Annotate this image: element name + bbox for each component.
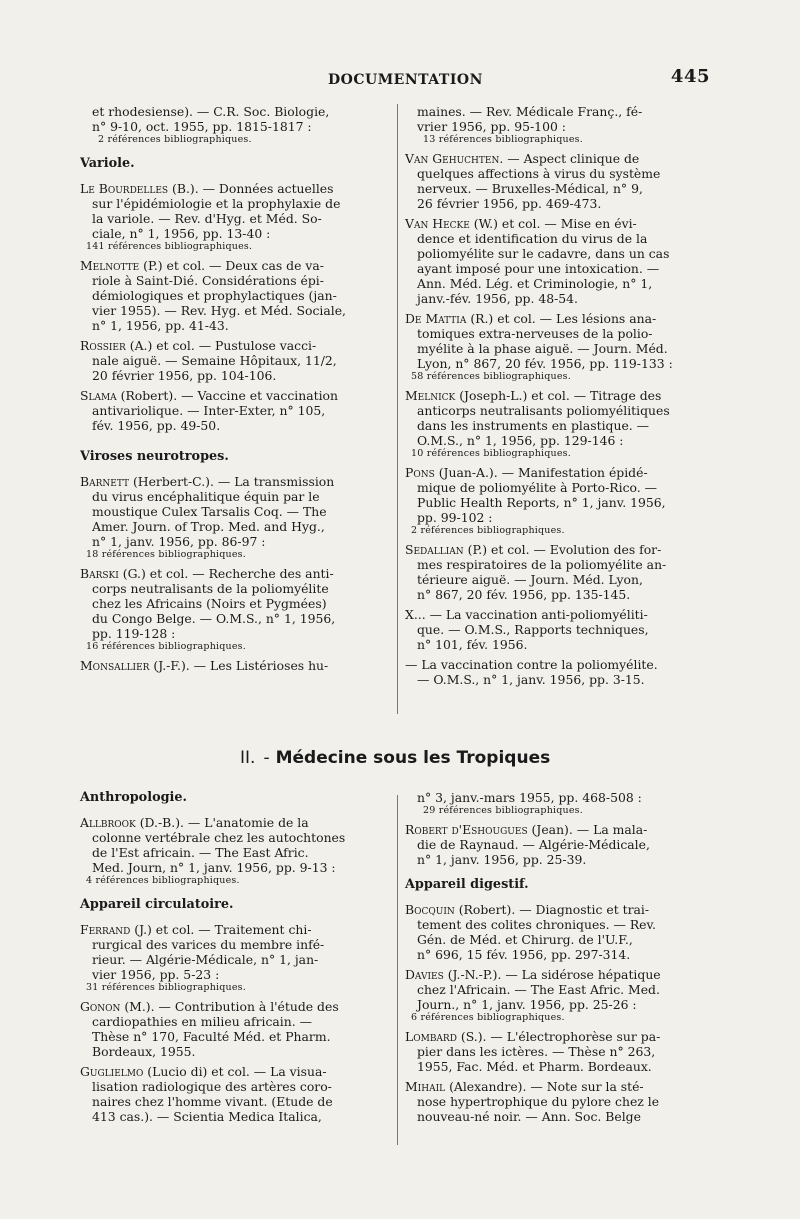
- entry-text: nale aiguë. — Semaine Hôpitaux, 11/2,: [92, 353, 337, 368]
- entry-text: rieur. — Algérie-Médicale, n° 1, jan-: [92, 952, 319, 967]
- entry-text: n° 696, 15 fév. 1956, pp. 297-314.: [417, 947, 631, 962]
- entry-text: dans les instruments en plastique. —: [417, 418, 650, 433]
- entry-text: moustique Culex Tarsalis Coq. — The: [92, 504, 327, 519]
- author-name: Sedallian: [405, 542, 464, 557]
- top-left-column: [80, 104, 380, 678]
- author-name: Rossier: [80, 338, 126, 353]
- entry-text: n° 101, fév. 1956.: [417, 637, 528, 652]
- entry-text: — La vaccination contre la poliomyélite.: [405, 657, 658, 672]
- entry-text: naires chez l'homme vivant. (Etude de: [92, 1094, 333, 1109]
- part-number: II.: [240, 748, 256, 768]
- entry-text: vier 1955). — Rev. Hyg. et Méd. Sociale,: [92, 303, 346, 318]
- author-name: Pons: [405, 465, 435, 480]
- entry-text: Bordeaux, 1955.: [92, 1044, 196, 1059]
- entry-text: n° 1, 1956, pp. 41-43.: [92, 318, 229, 333]
- entry-text: Journ., n° 1, janv. 1956, pp. 25-26 :: [417, 997, 637, 1012]
- bibliography-entry: [405, 657, 710, 687]
- page-number: 445: [670, 66, 710, 87]
- bibliography-entry: [80, 181, 380, 253]
- references-count: 2 références bibliographiques.: [98, 134, 252, 145]
- author-name: Allbrook: [80, 815, 136, 830]
- entry-text: colonne vertébrale chez les autochtones: [92, 830, 346, 845]
- entry-text: myélite à la phase aiguë. — Journ. Méd.: [417, 341, 668, 356]
- entry-text: (D.-B.). — L'anatomie de la: [135, 815, 309, 830]
- section-heading: Anthropologie.: [80, 790, 188, 805]
- column-divider-top: [397, 104, 398, 714]
- entry-text: rurgical des varices du membre infé-: [92, 937, 325, 952]
- author-name: Le Bourdelles: [80, 181, 169, 196]
- author-name: Van Gehuchten: [405, 151, 500, 166]
- entry-text: dence et identification du virus de la: [417, 231, 648, 246]
- entry-text: riole à Saint-Dié. Considérations épi-: [92, 273, 324, 288]
- column-divider-bottom: [397, 795, 398, 1145]
- entry-text: (Herbert-C.). — La transmission: [129, 474, 335, 489]
- bibliography-entry: [405, 388, 710, 460]
- entry-text: 20 février 1956, pp. 104-106.: [92, 368, 277, 383]
- bibliography-entry: [80, 566, 380, 653]
- references-count: 13 références bibliographiques.: [423, 134, 583, 145]
- entry-text: chez l'Africain. — The East Afric. Med.: [417, 982, 660, 997]
- entry-text: n° 9-10, oct. 1955, pp. 1815-1817 :: [92, 119, 312, 134]
- entry-text: Thèse n° 170, Faculté Méd. et Pharm.: [92, 1029, 331, 1044]
- entry-text: mes respiratoires de la poliomyélite an-: [417, 557, 667, 572]
- part-heading: [240, 748, 640, 768]
- entry-text: (G.) et col. — Recherche des anti-: [118, 566, 334, 581]
- bibliography-entry: [80, 258, 380, 333]
- entry-text: (J.-F.). — Les Listérioses hu-: [149, 658, 329, 673]
- references-count: 4 références bibliographiques.: [86, 875, 240, 886]
- author-name: Mihail: [405, 1079, 446, 1094]
- entry-text: et rhodesiense). — C.R. Soc. Biologie,: [92, 104, 330, 119]
- continued-entry: [80, 104, 380, 146]
- continued-entry: [405, 790, 710, 817]
- entry-text: n° 867, 20 fév. 1956, pp. 135-145.: [417, 587, 631, 602]
- author-name: Van Hecke: [405, 216, 470, 231]
- entry-text: vier 1956, pp. 5-23 :: [92, 967, 220, 982]
- references-count: 58 références bibliographiques.: [411, 371, 571, 382]
- entry-text: Amer. Journ. of Trop. Med. and Hyg.,: [92, 519, 325, 534]
- entry-text: pp. 119-128 :: [92, 626, 176, 641]
- entry-text: pp. 99-102 :: [417, 510, 493, 525]
- references-count: 31 références bibliographiques.: [86, 982, 246, 993]
- entry-text: Gén. de Méd. et Chirurg. de l'U.F.,: [417, 932, 633, 947]
- bibliography-entry: [80, 658, 380, 673]
- section-heading: Appareil circulatoire.: [80, 897, 234, 912]
- bibliography-entry: [405, 542, 710, 602]
- bibliography-entry: [80, 388, 380, 433]
- bibliography-entry: [405, 1029, 710, 1074]
- section-heading: Viroses neurotropes.: [80, 449, 229, 464]
- entry-text: de l'Est africain. — The East Afric.: [92, 845, 309, 860]
- author-name: De Mattia: [405, 311, 467, 326]
- top-right-column: [405, 104, 710, 692]
- bibliography-entry: [405, 465, 710, 537]
- entry-text: fév. 1956, pp. 49-50.: [92, 418, 221, 433]
- bibliography-entry: [405, 822, 710, 867]
- author-name: Lombard: [405, 1029, 457, 1044]
- author-name: Slama: [80, 388, 117, 403]
- section-heading: Appareil digestif.: [405, 877, 529, 892]
- entry-text: lisation radiologique des artères coro-: [92, 1079, 332, 1094]
- part-title: Médecine sous les Tropiques: [275, 748, 551, 768]
- entry-text: O.M.S., n° 1, 1956, pp. 129-146 :: [417, 433, 624, 448]
- author-name: Guglielmo: [80, 1064, 144, 1079]
- entry-text: maines. — Rev. Médicale Franç., fé-: [417, 104, 643, 119]
- entry-text: chez les Africains (Noirs et Pygmées): [92, 596, 327, 611]
- entry-text: janv.-fév. 1956, pp. 48-54.: [417, 291, 578, 306]
- entry-text: tomiques extra-nerveuses de la polio-: [417, 326, 653, 341]
- author-name: Barnett: [80, 474, 129, 489]
- entry-text: (J.-N.-P.). — La sidérose hépatique: [443, 967, 661, 982]
- entry-text: — O.M.S., n° 1, janv. 1956, pp. 3-15.: [417, 672, 645, 687]
- part-dash: -: [263, 748, 270, 768]
- bibliography-entry: [405, 607, 710, 652]
- bibliography-entry: [80, 1064, 380, 1124]
- section-heading: Variole.: [80, 156, 135, 171]
- bottom-right-column: [405, 790, 710, 1129]
- continued-entry: [405, 104, 710, 146]
- bibliography-entry: [405, 967, 710, 1024]
- entry-text: 26 février 1956, pp. 469-473.: [417, 196, 602, 211]
- entry-text: (M.). — Contribution à l'étude des: [120, 999, 339, 1014]
- entry-text: antivariolique. — Inter-Exter, n° 105,: [92, 403, 326, 418]
- entry-text: nose hypertrophique du pylore chez le: [417, 1094, 660, 1109]
- entry-text: ayant imposé pour une intoxication. —: [417, 261, 660, 276]
- entry-text: (Jean). — La mala-: [527, 822, 648, 837]
- entry-text: (Robert). — Diagnostic et trai-: [454, 902, 650, 917]
- bibliography-entry: [80, 338, 380, 383]
- entry-text: (Robert). — Vaccine et vaccination: [116, 388, 338, 403]
- bibliography-entry: [80, 815, 380, 887]
- references-count: 29 références bibliographiques.: [423, 805, 583, 816]
- bibliography-entry: [405, 216, 710, 306]
- author-name: Ferrand: [80, 922, 131, 937]
- bibliography-entry: [80, 922, 380, 994]
- references-count: 10 références bibliographiques.: [411, 448, 571, 459]
- entry-text: (W.) et col. — Mise en évi-: [469, 216, 637, 231]
- references-count: 6 références bibliographiques.: [411, 1012, 565, 1023]
- entry-text: (J.) et col. — Traitement chi-: [130, 922, 312, 937]
- entry-text: Ann. Méd. Lég. et Criminologie, n° 1,: [417, 276, 653, 291]
- entry-text: (B.). — Données actuelles: [168, 181, 334, 196]
- bibliography-entry: [405, 902, 710, 962]
- entry-text: (R.) et col. — Les lésions ana-: [466, 311, 657, 326]
- entry-text: cardiopathies en milieu africain. —: [92, 1014, 313, 1029]
- bibliography-entry: [405, 311, 710, 383]
- entry-text: quelques affections à virus du système: [417, 166, 661, 181]
- author-name: Barski: [80, 566, 119, 581]
- references-count: 18 références bibliographiques.: [86, 549, 246, 560]
- entry-text: 413 cas.). — Scientia Medica Italica,: [92, 1109, 322, 1124]
- entry-text: nouveau-né noir. — Ann. Soc. Belge: [417, 1109, 641, 1124]
- entry-text: . — Aspect clinique de: [499, 151, 640, 166]
- bibliography-entry: [80, 474, 380, 561]
- entry-text: démiologiques et prophylactiques (jan-: [92, 288, 337, 303]
- bottom-left-column: [80, 790, 380, 1129]
- entry-text: (Lucio di) et col. — La visua-: [143, 1064, 327, 1079]
- entry-text: (A.) et col. — Pustulose vacci-: [125, 338, 317, 353]
- entry-text: corps neutralisants de la poliomyélite: [92, 581, 329, 596]
- entry-text: Med. Journ, n° 1, janv. 1956, pp. 9-13 :: [92, 860, 336, 875]
- author-name: Davies: [405, 967, 444, 982]
- entry-text: anticorps neutralisants poliomyélitiques: [417, 403, 670, 418]
- entry-text: que. — O.M.S., Rapports techniques,: [417, 622, 649, 637]
- bibliography-entry: [80, 999, 380, 1059]
- entry-text: n° 3, janv.-mars 1955, pp. 468-508 :: [417, 790, 642, 805]
- references-count: 16 références bibliographiques.: [86, 641, 246, 652]
- author-name: Melnotte: [80, 258, 140, 273]
- bibliography-entry: [405, 151, 710, 211]
- entry-text: (P.) et col. — Deux cas de va-: [139, 258, 324, 273]
- entry-text: 1955, Fac. Méd. et Pharm. Bordeaux.: [417, 1059, 652, 1074]
- entry-text: n° 1, janv. 1956, pp. 86-97 :: [92, 534, 266, 549]
- references-count: 2 références bibliographiques.: [411, 525, 565, 536]
- author-name: Bocquin: [405, 902, 455, 917]
- entry-text: nerveux. — Bruxelles-Médical, n° 9,: [417, 181, 643, 196]
- entry-text: térieure aiguë. — Journ. Méd. Lyon,: [417, 572, 643, 587]
- running-title: DOCUMENTATION: [328, 72, 483, 88]
- entry-text: (P.) et col. — Evolution des for-: [463, 542, 662, 557]
- entry-text: (S.). — L'électrophorèse sur pa-: [456, 1029, 661, 1044]
- entry-text: Public Health Reports, n° 1, janv. 1956,: [417, 495, 666, 510]
- bibliography-entry: [405, 1079, 710, 1124]
- entry-text: la variole. — Rev. d'Hyg. et Méd. So-: [92, 211, 322, 226]
- references-count: 141 références bibliographiques.: [86, 241, 253, 252]
- entry-text: vrier 1956, pp. 95-100 :: [417, 119, 566, 134]
- entry-text: ciale, n° 1, 1956, pp. 13-40 :: [92, 226, 271, 241]
- entry-text: (Juan-A.). — Manifestation épidé-: [434, 465, 648, 480]
- entry-text: tement des colites chroniques. — Rev.: [417, 917, 656, 932]
- entry-text: X... — La vaccination anti-poliomyéliti-: [405, 607, 648, 622]
- entry-text: pier dans les ictères. — Thèse n° 263,: [417, 1044, 656, 1059]
- author-name: Melnick: [405, 388, 456, 403]
- entry-text: n° 1, janv. 1956, pp. 25-39.: [417, 852, 587, 867]
- entry-text: sur l'épidémiologie et la prophylaxie de: [92, 196, 341, 211]
- entry-text: poliomyélite sur le cadavre, dans un cas: [417, 246, 670, 261]
- entry-text: du Congo Belge. — O.M.S., n° 1, 1956,: [92, 611, 336, 626]
- entry-text: mique de poliomyélite à Porto-Rico. —: [417, 480, 658, 495]
- entry-text: die de Raynaud. — Algérie-Médicale,: [417, 837, 650, 852]
- entry-text: (Joseph-L.) et col. — Titrage des: [455, 388, 662, 403]
- author-name: Robert d'Eshougues: [405, 822, 528, 837]
- entry-text: Lyon, n° 867, 20 fév. 1956, pp. 119-133 :: [417, 356, 673, 371]
- entry-text: du virus encéphalitique équin par le: [92, 489, 320, 504]
- author-name: Monsallier: [80, 658, 150, 673]
- author-name: Gonon: [80, 999, 121, 1014]
- entry-text: (Alexandre). — Note sur la sté-: [445, 1079, 644, 1094]
